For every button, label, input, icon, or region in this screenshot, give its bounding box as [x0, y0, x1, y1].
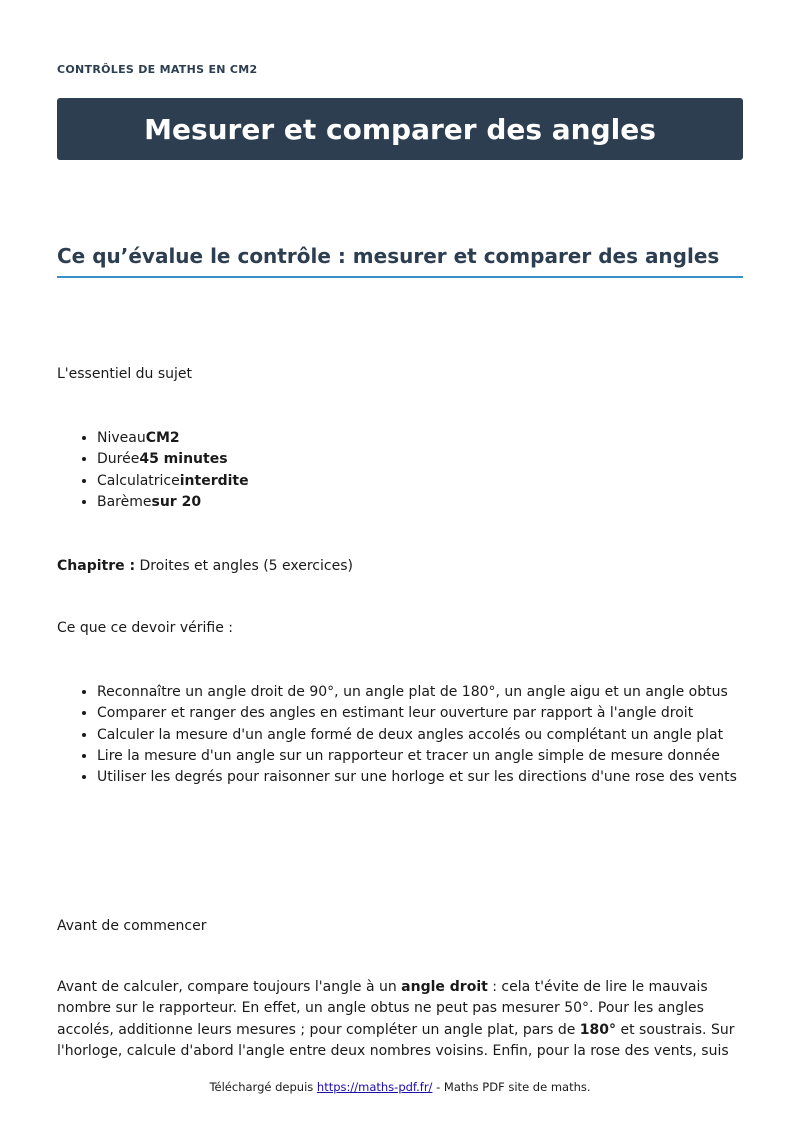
list-item: • Comparer et ranger des angles en estimant leur ouverture par rapport à l'angle droit [97, 703, 743, 724]
text-run: et soustrais. Sur l'horloge, calcule d'abord l'angle entre deux nombres voisins. Enfin, pour la rose des vents, suis [57, 1021, 735, 1059]
list-item [97, 428, 743, 449]
list-item: • Lire la mesure d'un angle sur un rapporteur et tracer un angle simple de mesure donnée [97, 746, 743, 767]
list-item [97, 492, 743, 513]
item-value: sur 20 [151, 493, 202, 510]
chapitre-line [57, 556, 353, 577]
verifie-heading: Ce que ce devoir vérifie : [57, 620, 234, 636]
list-item: • Calculer la mesure d'un angle formé de deux angles accolés ou complétant un angle plat [97, 725, 743, 746]
list-item [97, 471, 743, 492]
item-value: CM2 [145, 430, 180, 446]
title-banner [57, 98, 743, 160]
text-run: Avant de calculer, compare toujours l'angle à un [57, 979, 402, 995]
item-label: Niveau [97, 430, 146, 446]
item-label: Calculatrice [97, 472, 180, 489]
page-footer [0, 1080, 800, 1094]
section-title: Ce qu’évalue le contrôle : mesurer et comparer des angles [57, 244, 743, 278]
item-value: 45 minutes [139, 451, 228, 468]
avant-heading: Avant de commencer [57, 918, 207, 934]
footer-suffix: - Maths PDF site de maths. [432, 1080, 591, 1094]
verifie-list [57, 682, 743, 788]
list-item: • Reconnaître un angle droit de 90°, un angle plat de 180°, un angle aigu et un angle obtus [97, 682, 743, 703]
footer-prefix: Téléchargé depuis [209, 1080, 317, 1094]
essentiel-heading: L'essentiel du sujet [57, 366, 193, 382]
essentiel-list [57, 428, 743, 513]
list-item: • Utiliser les degrés pour raisonner sur une horloge et sur les directions d'une rose des vents [97, 767, 743, 788]
page-title: Mesurer et comparer des angles [144, 112, 656, 146]
item-label: Durée [97, 451, 140, 468]
avant-paragraph [57, 977, 743, 1062]
text-run: : cela t'évite de lire le mauvais nombre sur le rapporteur. En effet, un angle obtus ne peut pas mesurer 50°. Pour les angles accolés, additionne leurs mesures ; pour compléter un angle plat, pars de [57, 979, 708, 1038]
chapitre-value: Droites et angles (5 exercices) [135, 558, 353, 574]
bold-run: angle droit [401, 979, 488, 995]
bold-run: 180° [579, 1021, 617, 1038]
item-value: interdite [179, 472, 249, 489]
list-item [97, 449, 743, 470]
chapitre-label: Chapitre : [57, 558, 136, 574]
doc-kicker: CONTRÔLES DE MATHS EN CM2 [57, 63, 258, 76]
footer-link[interactable]: https://maths-pdf.fr/ [316, 1080, 433, 1094]
item-label: Barème [97, 493, 152, 510]
